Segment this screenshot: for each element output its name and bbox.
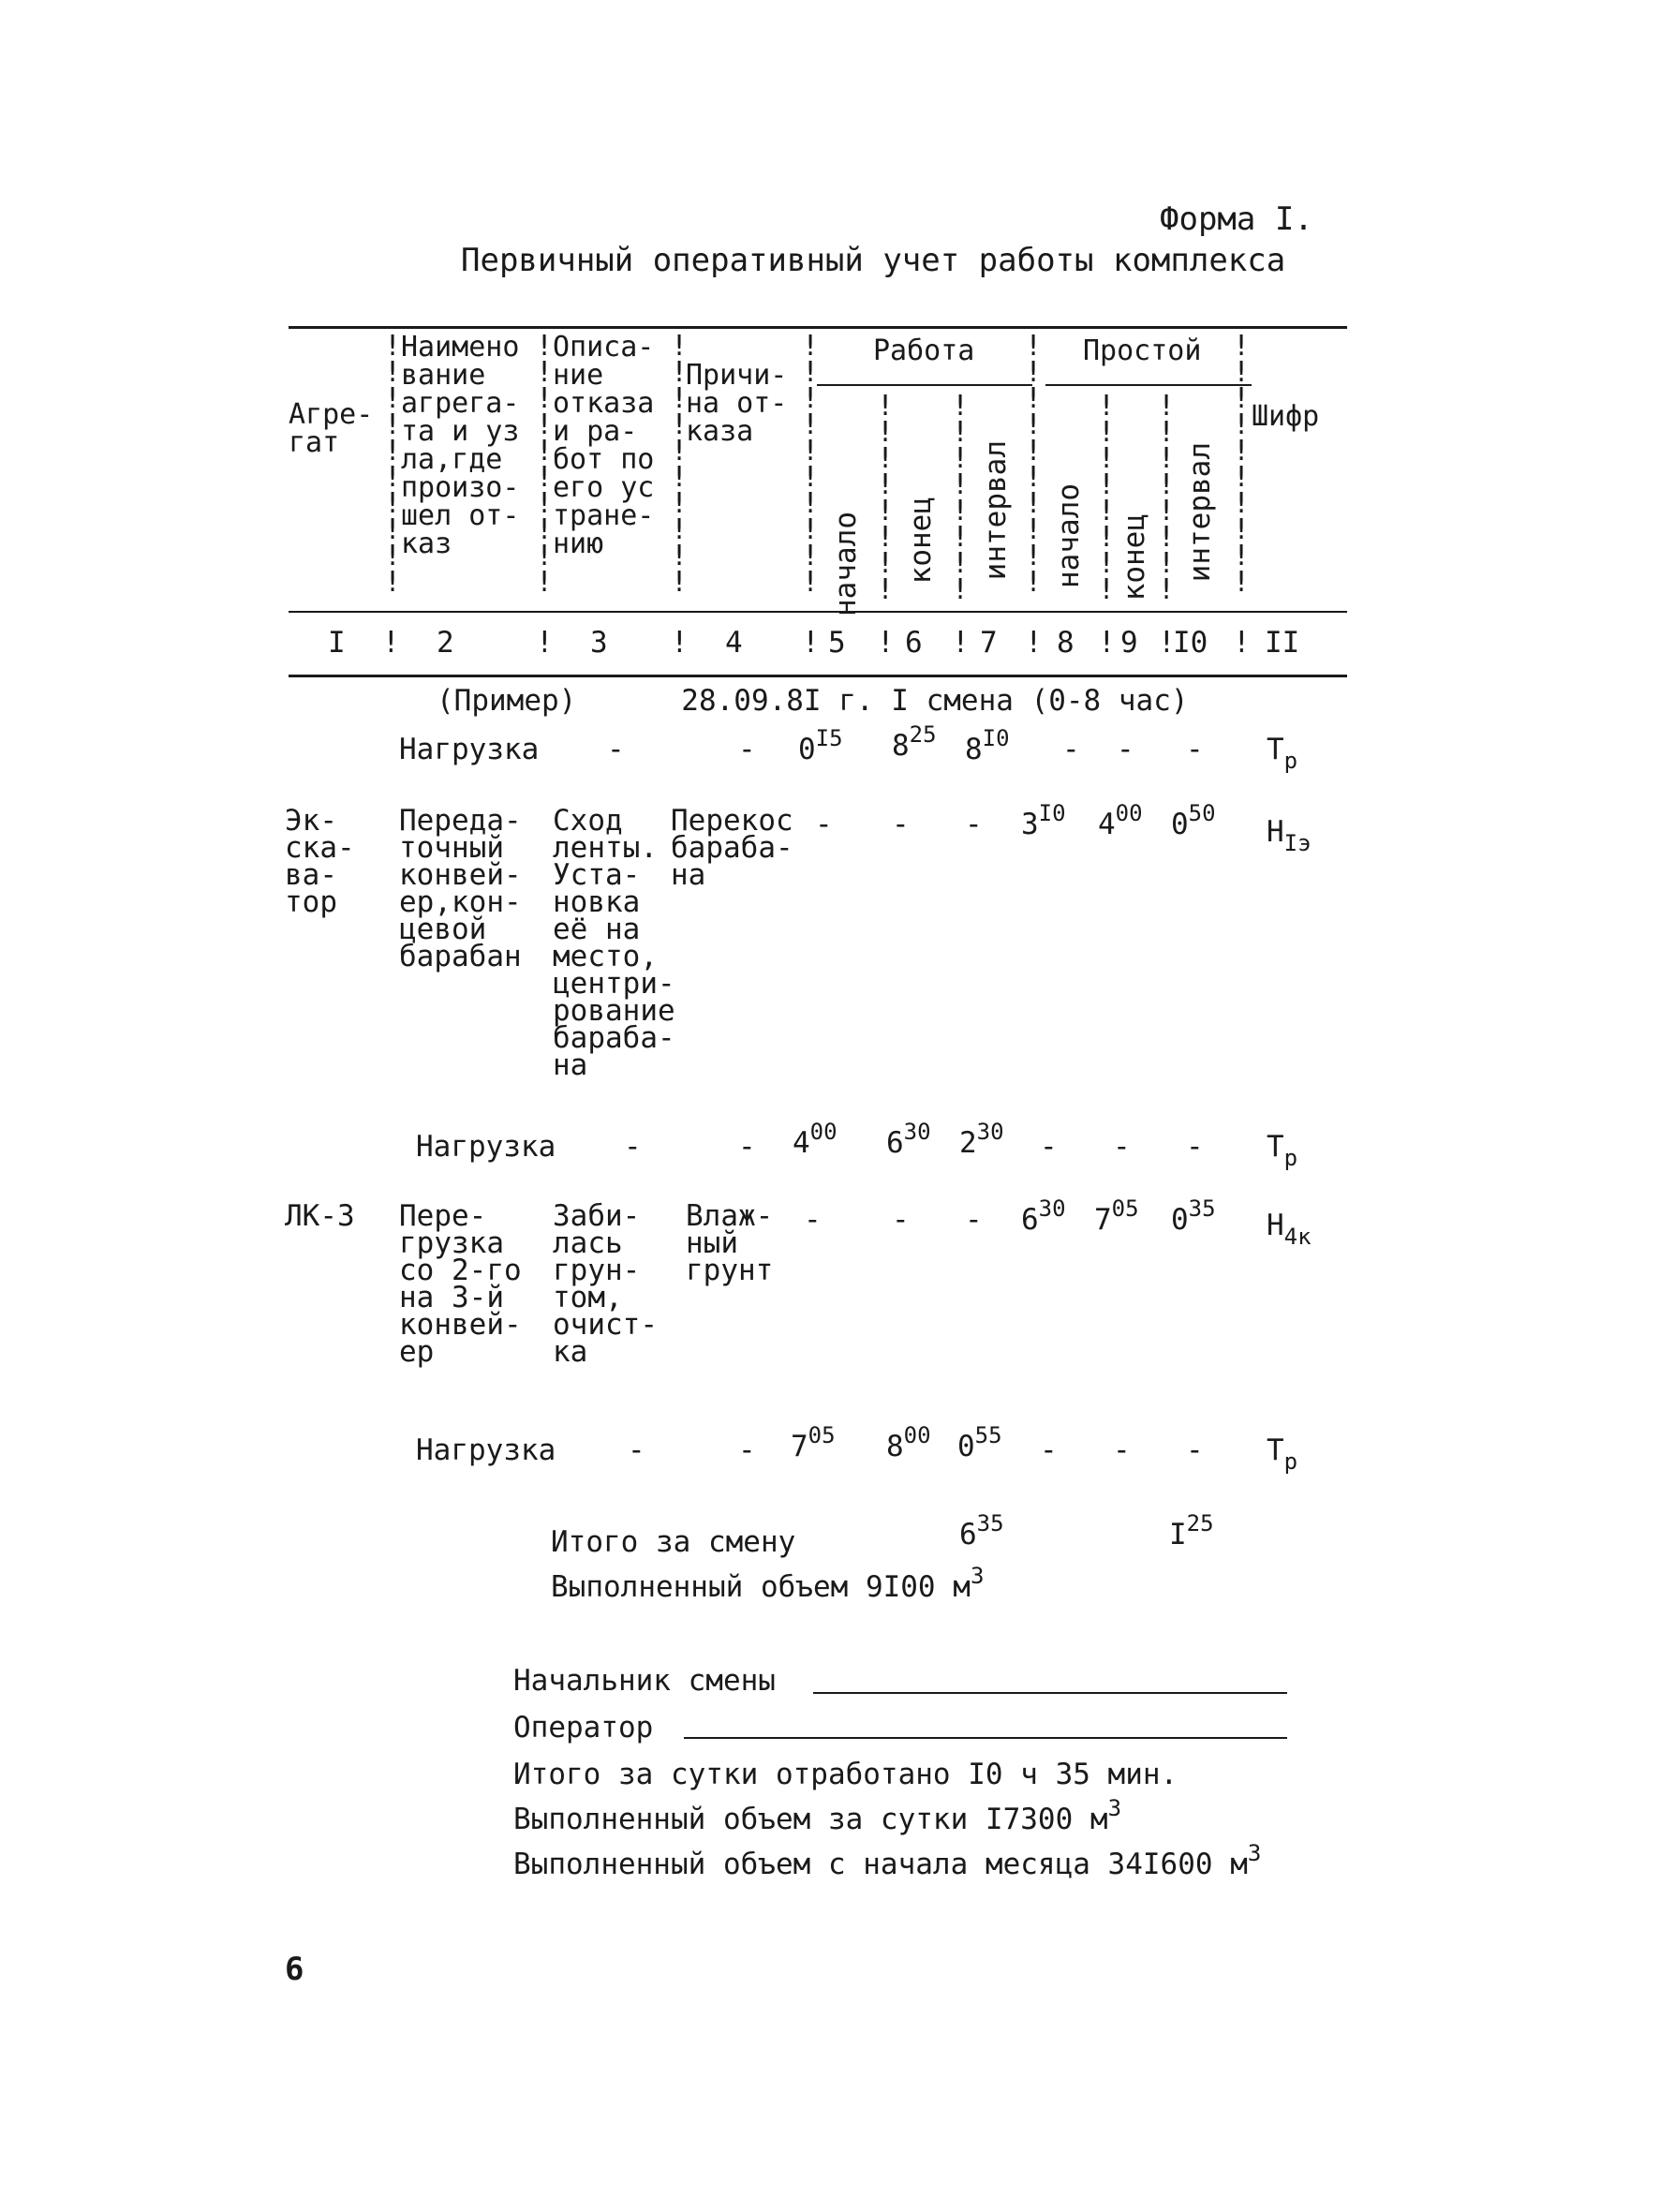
day-volume: Выполненный объем за сутки I7300 $м^3$ xyxy=(513,1795,1122,1836)
row-description: - xyxy=(624,1130,642,1164)
row-cause: - xyxy=(738,733,756,766)
header-work-interval: интервал xyxy=(979,440,1013,581)
row-name: Переда- точный конвей- ер,кон- цевой барабан xyxy=(399,804,522,973)
day-total: Итого за сутки отработано I0 ч 35 мин. xyxy=(513,1758,1178,1791)
header-idle-interval: интервал xyxy=(1183,442,1217,583)
table-top-rule xyxy=(289,326,1347,329)
page-number: 6 xyxy=(285,1951,304,1988)
col-number-separator: ! xyxy=(536,626,554,660)
col-separator: ! ! ! ! ! ! ! ! ! ! xyxy=(384,330,402,599)
work-end: - xyxy=(892,808,910,841)
col-number-separator: ! xyxy=(1158,626,1176,660)
form-label: Форма I. xyxy=(1160,200,1313,238)
row-agregat: Эк- ска- ва- тор xyxy=(285,804,355,919)
col-number: 5 xyxy=(828,626,846,660)
header-work-start: начало xyxy=(829,512,863,616)
example-line: (Пример) 28.09.8I г. I смена (0-8 час) xyxy=(437,684,1189,718)
col-number: 7 xyxy=(980,626,998,660)
work-start: $7^{05}$ xyxy=(791,1422,836,1463)
work-start: - xyxy=(804,1203,822,1237)
work-end: - xyxy=(892,1203,910,1237)
col-number: 4 xyxy=(725,626,743,660)
col-separator: ! ! ! ! ! ! ! ! ! ! xyxy=(1025,330,1043,599)
idle-end: - xyxy=(1113,1130,1131,1164)
cipher: $Н_{4к}$ xyxy=(1267,1209,1312,1250)
col-number: I xyxy=(328,626,346,660)
col-number: 3 xyxy=(590,626,608,660)
shift-total-label: Итого за смену xyxy=(551,1525,796,1559)
header-work-group: Работа xyxy=(873,334,975,367)
col-separator: ! ! ! ! ! ! ! ! ! ! xyxy=(1233,330,1251,599)
col-separator: ! ! ! ! ! ! ! ! xyxy=(1098,390,1116,606)
idle-interval: - xyxy=(1186,1130,1204,1164)
col-separator: ! ! ! ! ! ! ! ! xyxy=(877,390,895,606)
col-separator: ! ! ! ! ! ! ! ! xyxy=(1158,390,1176,606)
col-number-separator: ! xyxy=(1025,626,1043,660)
month-volume: Выполненный объем с начала месяца 34I600 $м^3$ xyxy=(513,1840,1262,1881)
idle-interval: - xyxy=(1186,1433,1204,1467)
idle-start: $6^{30}$ xyxy=(1021,1195,1066,1237)
cipher: $Н_{Iэ}$ xyxy=(1267,815,1312,856)
idle-start: - xyxy=(1062,733,1080,766)
col-number-separator: ! xyxy=(952,626,970,660)
col-number-separator: ! xyxy=(1098,626,1116,660)
work-start: $0^{I5}$ xyxy=(798,725,843,766)
header-work-end: конец xyxy=(904,497,938,585)
idle-start: - xyxy=(1040,1433,1058,1467)
col-number: 2 xyxy=(437,626,454,660)
work-end: $6^{30}$ xyxy=(886,1119,931,1160)
idle-end: $7^{05}$ xyxy=(1094,1195,1139,1237)
row-description: Заби- лась грун- том, очист- ка xyxy=(553,1199,658,1369)
col-number-separator: ! xyxy=(1233,626,1251,660)
header-idle-start: начало xyxy=(1052,483,1086,588)
col-number: II xyxy=(1265,626,1300,660)
row-name: Нагрузка xyxy=(399,733,540,766)
row-description: Сход ленты. Уста- новка её на место, центри- рование бараба- на xyxy=(553,804,675,1082)
cipher: $T_р$ xyxy=(1267,1433,1298,1475)
idle-interval: $0^{50}$ xyxy=(1171,800,1216,841)
row-name: Пере- грузка со 2-го на 3-й конвей- ер xyxy=(399,1199,522,1369)
col-number: 9 xyxy=(1120,626,1138,660)
row-cause: - xyxy=(738,1433,756,1467)
col-number: I0 xyxy=(1173,626,1208,660)
idle-interval: - xyxy=(1186,733,1204,766)
col-separator: ! ! ! ! ! ! ! ! xyxy=(952,390,970,606)
work-interval: $2^{30}$ xyxy=(959,1119,1004,1160)
work-interval: $8^{I0}$ xyxy=(965,725,1010,766)
row-agregat: ЛК-3 xyxy=(285,1199,355,1233)
shift-volume: Выполненный объем 9I00 $м^3$ xyxy=(551,1563,985,1604)
row-name: Нагрузка xyxy=(416,1130,556,1164)
work-end: $8^{25}$ xyxy=(892,721,937,763)
col-separator: ! ! ! ! ! ! ! ! ! ! xyxy=(671,330,689,599)
shift-head-signature-line xyxy=(813,1692,1287,1694)
row-cause: Влаж- ный грунт xyxy=(686,1199,774,1287)
col-number-separators: ! xyxy=(382,626,400,660)
work-interval: - xyxy=(965,808,983,841)
row-description: - xyxy=(628,1433,645,1467)
col-number-separator: ! xyxy=(671,626,689,660)
header-idle-end: конец xyxy=(1118,513,1151,601)
header-name: Наимено вание агрега- та и уз ла,где произо- шел от- каз xyxy=(401,331,520,560)
shift-idle-total: $I^{25}$ xyxy=(1169,1510,1214,1551)
idle-end: $4^{00}$ xyxy=(1098,800,1143,841)
cipher: $T_р$ xyxy=(1267,733,1298,774)
header-agregat: Агре- гат xyxy=(289,398,374,459)
col-separator: ! ! ! ! ! ! ! ! ! ! xyxy=(536,330,554,599)
work-start: - xyxy=(815,808,833,841)
header-cause: Причи- на от- каза xyxy=(686,359,788,448)
col-separator: ! ! ! ! ! ! ! ! ! ! xyxy=(802,330,820,599)
idle-start: - xyxy=(1040,1130,1058,1164)
col-number-separator: ! xyxy=(877,626,895,660)
operator-signature-line xyxy=(684,1737,1287,1739)
cipher: $T_р$ xyxy=(1267,1130,1298,1171)
row-description: - xyxy=(607,733,625,766)
row-cause: - xyxy=(738,1130,756,1164)
header-description: Описа- ние отказа и ра- бот по его ус тране- нию xyxy=(553,331,655,560)
col-number: 8 xyxy=(1057,626,1075,660)
work-group-rule xyxy=(817,384,1032,386)
row-cause: Перекос бараба- на xyxy=(671,804,793,892)
header-bottom-rule xyxy=(289,611,1347,613)
idle-end: - xyxy=(1113,1433,1131,1467)
idle-start: $3^{I0}$ xyxy=(1021,800,1066,841)
numbers-bottom-rule xyxy=(289,675,1347,677)
page-title: Первичный оперативный учет работы комплекса xyxy=(461,242,1286,279)
shift-head-label: Начальник смены xyxy=(513,1664,776,1698)
shift-work-total: $6^{35}$ xyxy=(959,1510,1004,1551)
col-number-separator: ! xyxy=(802,626,820,660)
work-interval: - xyxy=(965,1203,983,1237)
row-name: Нагрузка xyxy=(416,1433,556,1467)
col-number: 6 xyxy=(905,626,923,660)
work-interval: $0^{55}$ xyxy=(957,1422,1002,1463)
header-idle-group: Простой xyxy=(1083,334,1202,367)
idle-end: - xyxy=(1117,733,1134,766)
idle-interval: $0^{35}$ xyxy=(1171,1195,1216,1237)
work-start: $4^{00}$ xyxy=(793,1119,837,1160)
header-cipher: Шифр xyxy=(1252,400,1320,433)
idle-group-rule xyxy=(1045,384,1252,386)
operator-label: Оператор xyxy=(513,1711,654,1744)
work-end: $8^{00}$ xyxy=(886,1422,931,1463)
